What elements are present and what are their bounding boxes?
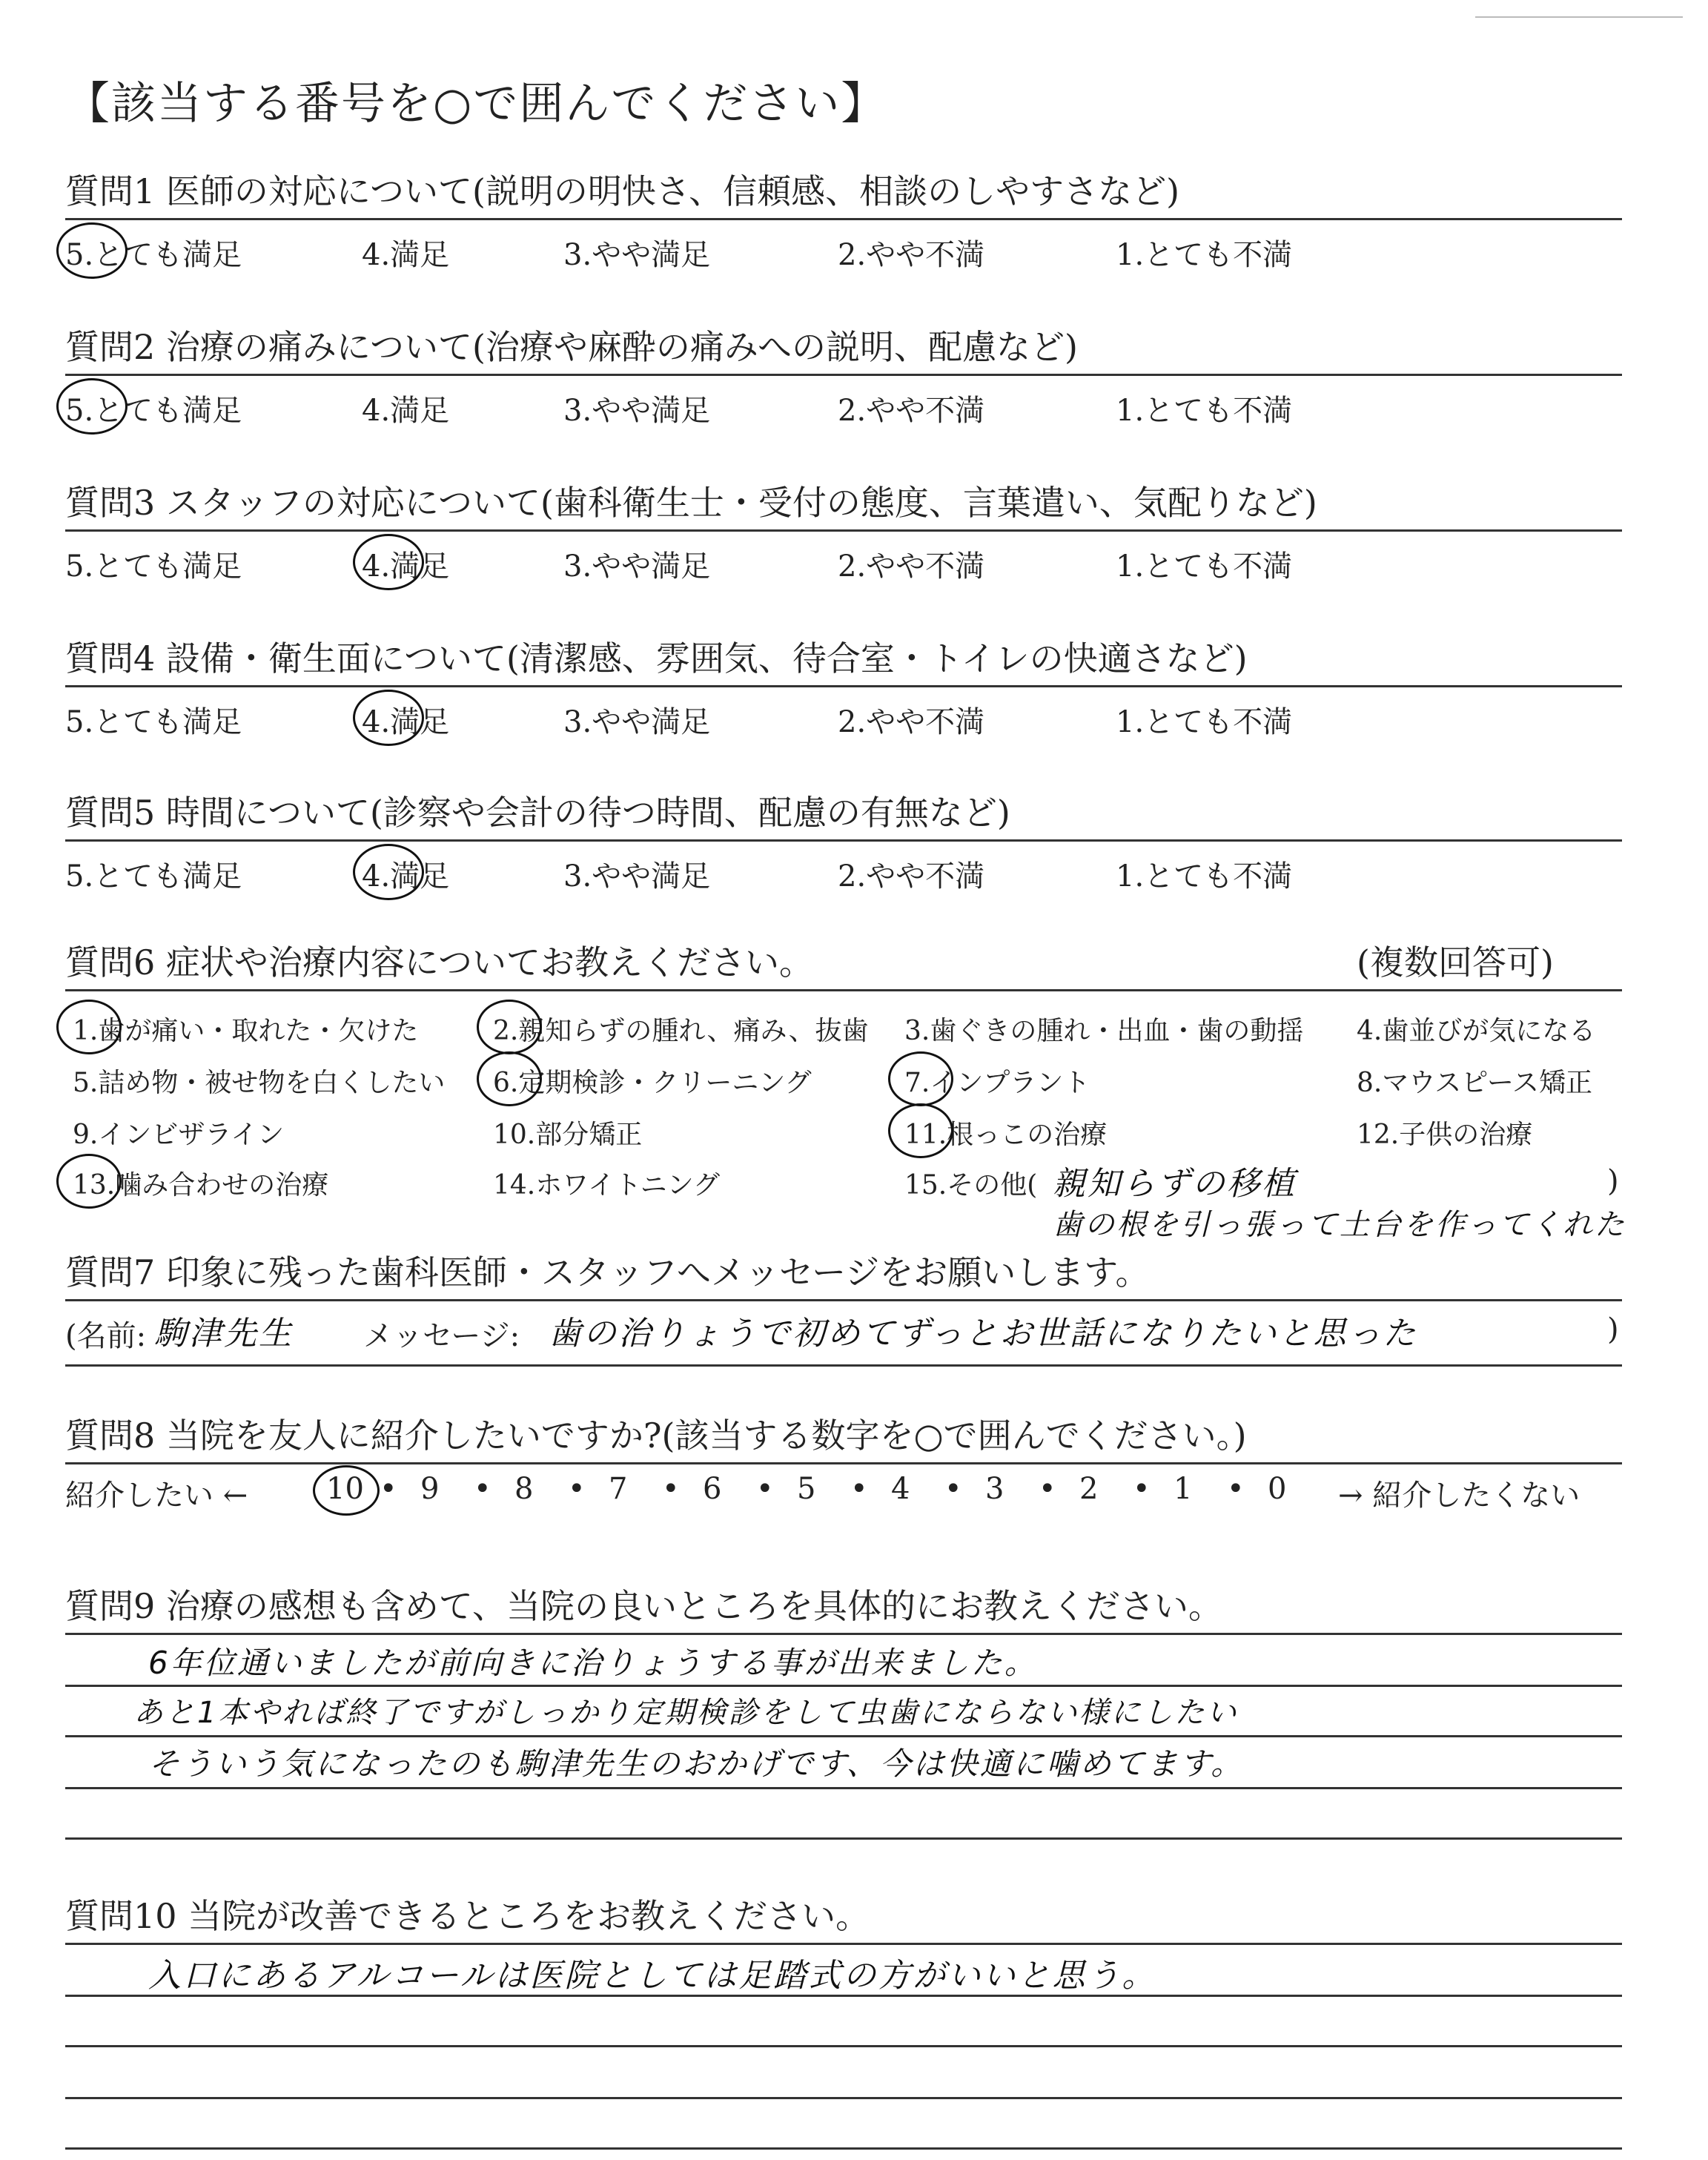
q8-dot-5: • (756, 1472, 774, 1506)
q4-rule (65, 685, 1622, 687)
q5-selected-circle (353, 844, 424, 900)
q3-option-3: 3.やや満足 (563, 549, 711, 584)
q6-title: 質問6 症状や治療内容についてお教えください。 (65, 942, 813, 982)
q8-right-label: → 紹介したくない (1338, 1479, 1580, 1513)
q7-name-label: (名前: (65, 1319, 147, 1353)
q7-close: ) (1607, 1312, 1619, 1347)
q8-rule (65, 1462, 1622, 1464)
q8-number-2: 2 (1079, 1472, 1099, 1506)
q7-rule-2 (65, 1364, 1622, 1367)
q6-item-1: 1.歯が痛い・取れた・欠けた (73, 1016, 419, 1046)
q10-line-1: 入口にあるアルコールは医院としては足踏式の方がいいと思う。 (148, 1957, 1157, 1995)
q6-item-6: 6.定期検診・クリーニング (493, 1068, 812, 1098)
q9-title: 質問9 治療の感想も含めて、当院の良いところを具体的にお教えください。 (65, 1586, 1222, 1626)
q3-option-1: 1.とても不満 (1116, 549, 1293, 584)
q8-dot-2: • (474, 1472, 491, 1506)
q6-selected-circle-13 (56, 1154, 122, 1209)
q2-option-2: 2.やや不満 (838, 394, 985, 428)
q7-message-value: 歯の治りょうで初めてずっとお世話になりたいと思った (549, 1315, 1418, 1353)
q8-dot-6: • (850, 1472, 868, 1506)
q10-rule-5 (65, 2147, 1622, 2150)
q6-item-12: 12.子供の治療 (1357, 1120, 1533, 1150)
q2-rule (65, 374, 1622, 376)
q5-option-4: 4.満足 (362, 859, 450, 894)
q6-other-close: ) (1607, 1164, 1619, 1198)
q9-rule-4 (65, 1787, 1622, 1789)
q6-item-4: 4.歯並びが気になる (1357, 1016, 1596, 1046)
q1-rule (65, 218, 1622, 220)
q9-line-3: そういう気になったのも駒津先生のおかげです、今は快適に噛めてます。 (148, 1745, 1245, 1782)
q2-option-5: 5.とても満足 (65, 394, 242, 428)
q10-rule-3 (65, 2045, 1622, 2047)
q1-option-4: 4.満足 (362, 238, 450, 272)
q8-number-1: 1 (1174, 1472, 1193, 1506)
q8-number-4: 4 (891, 1472, 910, 1506)
q7-rule-1 (65, 1299, 1622, 1301)
q6-item-14: 14.ホワイトニング (493, 1170, 721, 1200)
q5-rule (65, 839, 1622, 842)
q6-rule (65, 989, 1622, 991)
q8-dot-4: • (662, 1472, 680, 1506)
q5-option-1: 1.とても不満 (1116, 859, 1293, 894)
page-title: 【該当する番号を○で囲んでください】 (65, 78, 887, 130)
q6-selected-circle-2 (477, 1000, 542, 1054)
q6-item-2: 2.親知らずの腫れ、痛み、抜歯 (493, 1016, 869, 1046)
q8-number-0: 0 (1268, 1472, 1287, 1506)
q6-item-13: 13.噛み合わせの治療 (73, 1170, 329, 1200)
q6-selected-circle-7 (888, 1051, 953, 1106)
q6-item-5: 5.詰め物・被せ物を白くしたい (73, 1068, 446, 1098)
q8-number-8: 8 (514, 1472, 534, 1506)
q3-option-4: 4.満足 (362, 549, 450, 584)
q6-item-8: 8.マウスピース矯正 (1357, 1068, 1593, 1098)
q2-selected-circle (56, 378, 128, 435)
q2-option-3: 3.やや満足 (563, 394, 711, 428)
q7-title: 質問7 印象に残った歯科医師・スタッフへメッセージをお願いします。 (65, 1252, 1150, 1292)
q3-title: 質問3 スタッフの対応について(歯科衛生士・受付の態度、言葉遣い、気配りなど) (65, 483, 1317, 523)
q8-dot-3: • (568, 1472, 586, 1506)
q6-item-3: 3.歯ぐきの腫れ・出血・歯の動揺 (904, 1016, 1304, 1046)
q1-title: 質問1 医師の対応について(説明の明快さ、信頼感、相談のしやすさなど) (65, 171, 1180, 211)
q8-dot-8: • (1039, 1472, 1056, 1506)
q9-rule-2 (65, 1685, 1622, 1687)
q6-item-9: 9.インビザライン (73, 1120, 285, 1150)
q6-note: (複数回答可) (1357, 942, 1554, 982)
q8-left-label: 紹介したい ← (65, 1479, 248, 1513)
q9-rule-1 (65, 1633, 1622, 1635)
q7-message-label: メッセージ: (363, 1319, 520, 1353)
q2-option-1: 1.とても不満 (1116, 394, 1293, 428)
q1-option-1: 1.とても不満 (1116, 238, 1293, 272)
q3-option-2: 2.やや不満 (838, 549, 985, 584)
q6-selected-circle-11 (888, 1103, 953, 1158)
q8-dot-10: • (1227, 1472, 1245, 1506)
q7-name-value: 駒津先生 (154, 1315, 294, 1353)
q4-option-1: 1.とても不満 (1116, 705, 1293, 739)
q4-option-5: 5.とても満足 (65, 705, 242, 739)
q2-option-4: 4.満足 (362, 394, 450, 428)
q8-number-9: 9 (420, 1472, 440, 1506)
q8-number-6: 6 (703, 1472, 722, 1506)
q8-title: 質問8 当院を友人に紹介したいですか?(該当する数字を○で囲んでください。) (65, 1416, 1247, 1456)
q8-selected-circle (313, 1465, 380, 1516)
q4-option-2: 2.やや不満 (838, 705, 985, 739)
q10-rule-4 (65, 2097, 1622, 2099)
q8-number-10: 10 (326, 1472, 364, 1506)
q6-other-text-1: 親知らずの移植 (1053, 1165, 1297, 1203)
q9-line-2: あと1本やれば終了ですがしっかり定期検診をして虫歯にならない様にしたい (133, 1696, 1239, 1730)
q4-option-4: 4.満足 (362, 705, 450, 739)
q6-item-15: 15.その他( (904, 1170, 1038, 1200)
q5-option-5: 5.とても満足 (65, 859, 242, 894)
q8-number-5: 5 (797, 1472, 816, 1506)
q6-selected-circle-1 (56, 1000, 122, 1054)
q6-other-text-2: 歯の根を引っ張って土台を作ってくれた (1053, 1208, 1626, 1242)
top-edge-line (1475, 16, 1683, 18)
q6-item-11: 11.根っこの治療 (904, 1120, 1108, 1150)
q3-selected-circle (353, 534, 424, 590)
q3-rule (65, 529, 1622, 532)
q4-selected-circle (353, 690, 424, 746)
q5-option-3: 3.やや満足 (563, 859, 711, 894)
q8-number-3: 3 (985, 1472, 1004, 1506)
q1-option-3: 3.やや満足 (563, 238, 711, 272)
q8-dot-1: • (380, 1472, 397, 1506)
q9-rule-3 (65, 1735, 1622, 1737)
q1-option-5: 5.とても満足 (65, 238, 242, 272)
q6-selected-circle-6 (477, 1051, 542, 1106)
q8-dot-7: • (944, 1472, 962, 1506)
q10-rule-1 (65, 1943, 1622, 1945)
q3-option-5: 5.とても満足 (65, 549, 242, 584)
q8-dot-9: • (1133, 1472, 1151, 1506)
q6-item-10: 10.部分矯正 (493, 1120, 643, 1150)
q9-rule-5 (65, 1837, 1622, 1840)
q1-option-2: 2.やや不満 (838, 238, 985, 272)
q4-option-3: 3.やや満足 (563, 705, 711, 739)
q1-selected-circle (56, 222, 128, 279)
q2-title: 質問2 治療の痛みについて(治療や麻酔の痛みへの説明、配慮など) (65, 327, 1078, 367)
q5-title: 質問5 時間について(診察や会計の待つ時間、配慮の有無など) (65, 793, 1010, 833)
q10-title: 質問10 当院が改善できるところをお教えください。 (65, 1896, 870, 1936)
q6-item-7: 7.インプラント (904, 1068, 1090, 1098)
q4-title: 質問4 設備・衛生面について(清潔感、雰囲気、待合室・トイレの快適さなど) (65, 638, 1248, 678)
q9-line-1: 6年位通いましたが前向きに治りょうする事が出来ました。 (148, 1645, 1038, 1681)
q8-number-7: 7 (609, 1472, 628, 1506)
q5-option-2: 2.やや不満 (838, 859, 985, 894)
